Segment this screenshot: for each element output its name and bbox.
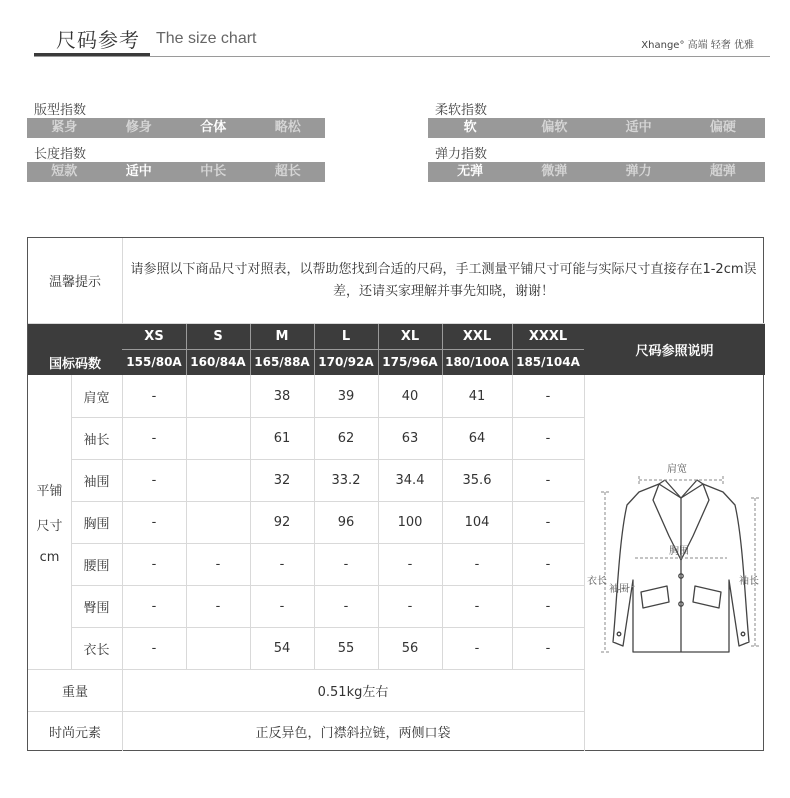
size-header: XXL xyxy=(442,323,512,349)
grid-line xyxy=(71,543,584,544)
intl-size: 180/100A xyxy=(442,349,512,375)
measure-value: - xyxy=(474,556,480,572)
tip-label: 温馨提示 xyxy=(48,275,101,290)
ref-label: 尺码参照说明 xyxy=(584,323,765,375)
intl-label: 国标码数 xyxy=(28,349,122,375)
group-label-line: 尺寸 xyxy=(36,518,63,534)
index-option: 超长 xyxy=(274,164,301,179)
index-option: 偏软 xyxy=(541,120,568,135)
measure-value: 61 xyxy=(273,430,291,446)
measure-value: - xyxy=(343,556,349,572)
measure-value: 38 xyxy=(273,388,291,404)
measure-value: 32 xyxy=(273,472,291,488)
measure-value: - xyxy=(151,640,157,656)
index-label: 柔软指数 xyxy=(435,103,488,118)
weight-label: 重量 xyxy=(61,684,88,700)
grid-line xyxy=(28,669,584,670)
measure-value: - xyxy=(343,598,349,614)
measure-name: 腰围 xyxy=(83,558,110,574)
index-option: 紧身 xyxy=(51,120,78,135)
index-bar xyxy=(27,162,325,182)
measure-value: 56 xyxy=(401,640,419,656)
intl-size: 170/92A xyxy=(314,349,378,375)
size-header: M xyxy=(250,323,314,349)
label-shoulder: 肩宽 xyxy=(667,464,687,475)
intl-size: 160/84A xyxy=(186,349,250,375)
measure-value: - xyxy=(545,472,551,488)
index-label: 版型指数 xyxy=(34,103,87,118)
measure-value: 55 xyxy=(337,640,355,656)
measure-value: - xyxy=(151,598,157,614)
measure-name: 肩宽 xyxy=(83,390,110,406)
header-separator xyxy=(122,349,584,350)
measure-value: - xyxy=(151,430,157,446)
measure-name: 袖围 xyxy=(83,474,110,490)
index-option: 弹力 xyxy=(625,164,652,179)
index-option: 偏硬 xyxy=(709,120,736,135)
tip-text: 请参照以下商品尺寸对照表，以帮助您找到合适的尺码，手工测量平铺尺寸可能与实际尺寸直接存在1-2cm误差，还请买家理解并事先知晓，谢谢！ xyxy=(130,261,757,299)
grid-line xyxy=(186,375,187,669)
measure-value: - xyxy=(151,472,157,488)
header-divider xyxy=(34,56,770,57)
index-option: 无弹 xyxy=(457,164,484,179)
measure-value: - xyxy=(151,556,157,572)
header-corner xyxy=(28,323,122,349)
measure-value: - xyxy=(545,556,551,572)
measure-value: 92 xyxy=(273,514,291,530)
jacket-outline-icon xyxy=(613,480,749,652)
measure-value: - xyxy=(545,640,551,656)
measure-group-label xyxy=(28,375,71,669)
measure-name: 衣长 xyxy=(83,642,110,658)
label-chest: 胸围 xyxy=(669,546,689,557)
measure-name: 袖长 xyxy=(83,432,110,448)
grid-line xyxy=(28,323,765,324)
grid-line xyxy=(378,375,379,669)
index-option: 短款 xyxy=(51,164,78,179)
intl-size: 155/80A xyxy=(122,349,186,375)
measure-value xyxy=(186,627,250,669)
measure-name: 臀围 xyxy=(83,600,110,616)
measure-value: 39 xyxy=(337,388,355,404)
measure-value xyxy=(186,501,250,543)
measure-value: - xyxy=(474,598,480,614)
intl-size: 165/88A xyxy=(250,349,314,375)
measure-value: - xyxy=(545,388,551,404)
measure-name: 胸围 xyxy=(83,516,110,532)
group-label-line: 平铺 xyxy=(36,483,63,499)
measure-value: 40 xyxy=(401,388,419,404)
measure-value: - xyxy=(407,598,413,614)
measure-value: 34.4 xyxy=(395,472,425,488)
size-header: XXXL xyxy=(512,323,584,349)
index-label: 弹力指数 xyxy=(435,147,488,162)
garment-diagram xyxy=(583,380,764,670)
size-header: XS xyxy=(122,323,186,349)
grid-line xyxy=(71,585,584,586)
measure-value: 100 xyxy=(397,514,423,530)
label-sleeve-length: 袖长 xyxy=(739,576,759,587)
grid-line xyxy=(71,501,584,502)
measure-value: - xyxy=(279,556,285,572)
size-header: L xyxy=(314,323,378,349)
grid-line xyxy=(122,375,123,751)
intl-size: 175/96A xyxy=(378,349,442,375)
grid-line xyxy=(314,375,315,669)
group-label-line: cm xyxy=(39,549,60,565)
measure-value: 64 xyxy=(468,430,486,446)
measure-value: - xyxy=(151,388,157,404)
index-label: 长度指数 xyxy=(34,147,87,162)
measure-value xyxy=(186,375,250,417)
measure-value: - xyxy=(545,514,551,530)
measure-value: 41 xyxy=(468,388,486,404)
measure-value: 63 xyxy=(401,430,419,446)
grid-line xyxy=(512,375,513,669)
measure-value: - xyxy=(151,514,157,530)
index-option: 适中 xyxy=(125,164,152,179)
measure-value xyxy=(186,459,250,501)
index-option: 微弹 xyxy=(541,164,568,179)
index-bar xyxy=(428,118,765,138)
measure-value: 96 xyxy=(337,514,355,530)
measure-value: 33.2 xyxy=(331,472,361,488)
index-option: 略松 xyxy=(274,120,301,135)
index-option: 修身 xyxy=(125,120,152,135)
measure-value: - xyxy=(215,598,221,614)
grid-line xyxy=(250,375,251,669)
brand-slogan: Xhange° 高端 轻奢 优雅 xyxy=(641,40,754,51)
measure-value: - xyxy=(215,556,221,572)
size-header: S xyxy=(186,323,250,349)
page-title: 尺码参考 xyxy=(56,28,140,52)
intl-size: 185/104A xyxy=(512,349,584,375)
grid-line xyxy=(28,711,584,712)
measure-value: - xyxy=(474,640,480,656)
index-option: 软 xyxy=(463,120,477,135)
style-label: 时尚元素 xyxy=(48,725,101,741)
grid-line xyxy=(122,238,123,323)
grid-line xyxy=(442,375,443,669)
label-sleeve-girth: 袖围 xyxy=(609,584,629,595)
page-subtitle: The size chart xyxy=(156,30,257,47)
grid-line xyxy=(71,459,584,460)
style-value: 正反异色，门襟斜拉链，两侧口袋 xyxy=(255,725,451,741)
measure-value: 62 xyxy=(337,430,355,446)
index-option: 超弹 xyxy=(709,164,736,179)
measure-value: 35.6 xyxy=(462,472,492,488)
size-header: XL xyxy=(378,323,442,349)
measure-value: - xyxy=(545,430,551,446)
index-option: 中长 xyxy=(200,164,227,179)
index-option: 适中 xyxy=(625,120,652,135)
grid-line xyxy=(71,375,72,669)
index-option: 合体 xyxy=(200,120,227,135)
index-bar xyxy=(27,118,325,138)
grid-line xyxy=(71,627,584,628)
index-bar xyxy=(428,162,765,182)
measure-value: - xyxy=(279,598,285,614)
grid-line xyxy=(71,417,584,418)
weight-value: 0.51kg左右 xyxy=(317,684,389,700)
measure-value: - xyxy=(407,556,413,572)
measure-value xyxy=(186,417,250,459)
measure-value: 104 xyxy=(464,514,490,530)
measure-value: 54 xyxy=(273,640,291,656)
label-length: 衣长 xyxy=(587,576,607,587)
measure-value: - xyxy=(545,598,551,614)
